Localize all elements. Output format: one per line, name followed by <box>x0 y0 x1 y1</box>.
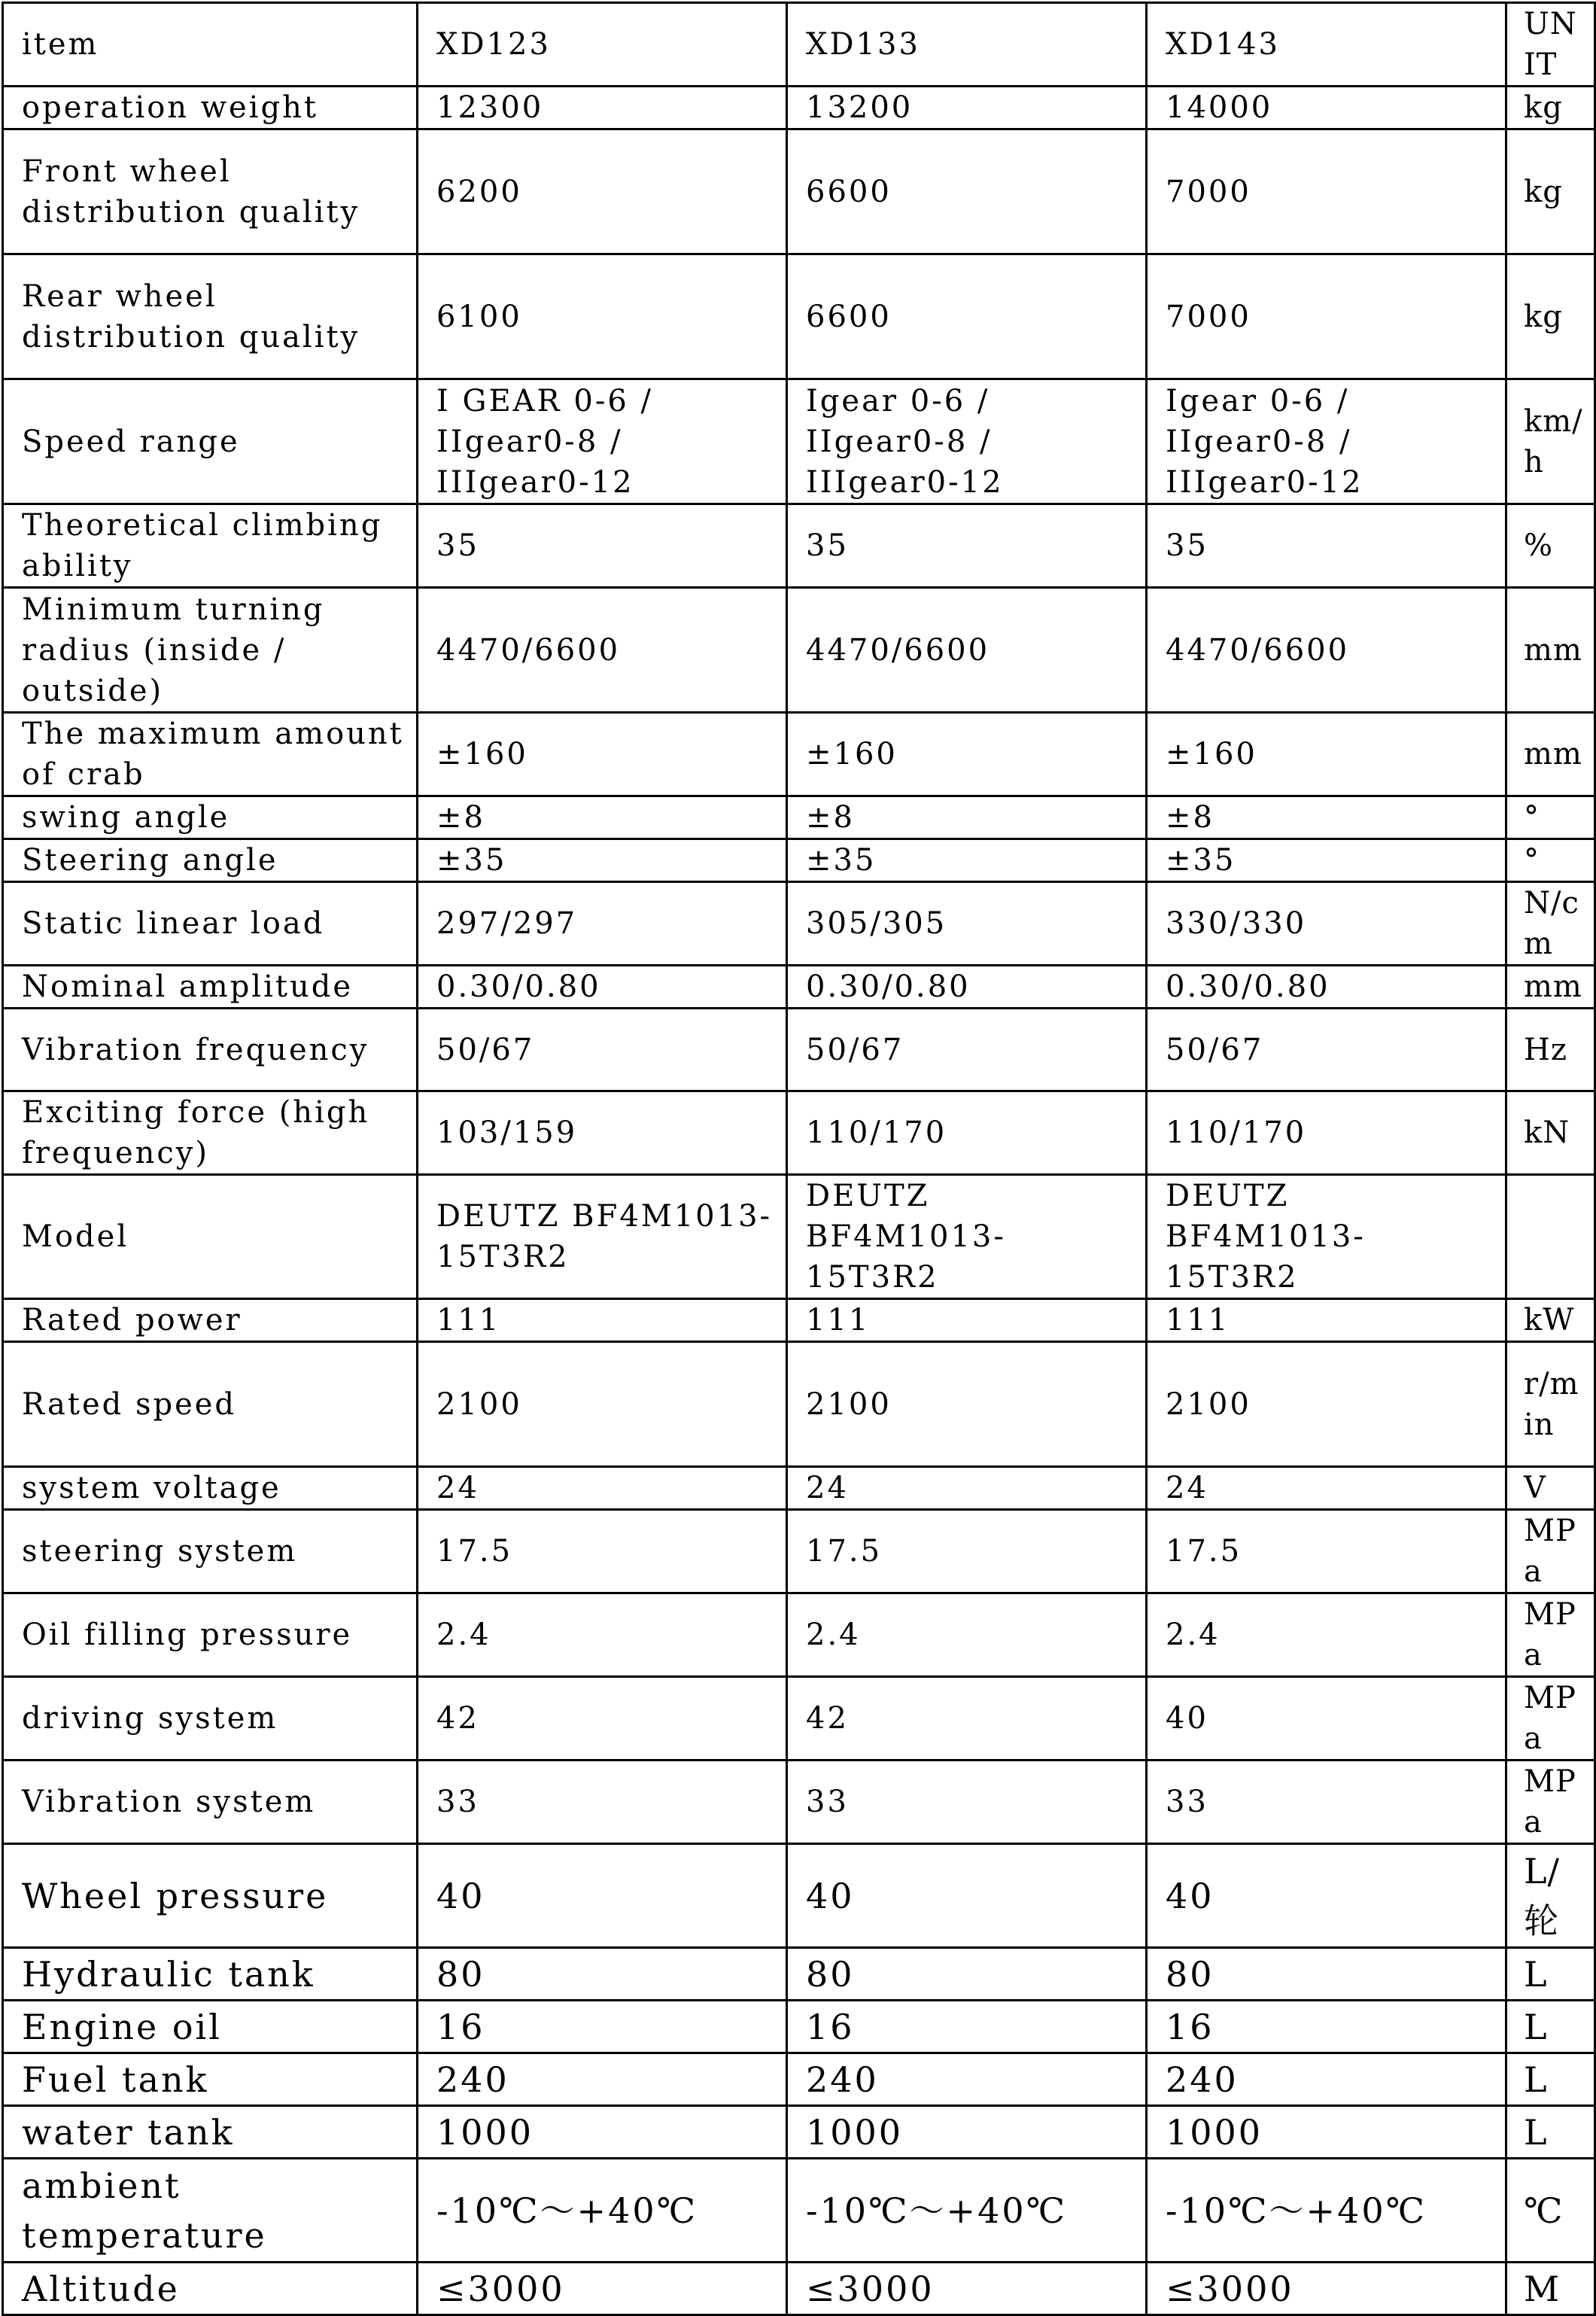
row-xd123: -10℃～+40℃ <box>418 2159 787 2263</box>
table-row <box>3 839 1595 882</box>
row-xd143: 330/330 <box>1147 882 1506 966</box>
table-row <box>3 129 1595 254</box>
row-item: operation weight <box>3 87 418 129</box>
row-item: system voltage <box>3 1467 418 1510</box>
header-unit: UNIT <box>1506 3 1595 87</box>
row-xd133: 35 <box>787 504 1147 588</box>
table-row <box>3 1342 1595 1467</box>
row-xd133: 6600 <box>787 254 1147 379</box>
row-unit: r/min <box>1506 1342 1595 1467</box>
row-xd143: 7000 <box>1147 129 1506 254</box>
row-xd123: 40 <box>418 1844 787 1948</box>
header-item: item <box>3 3 418 87</box>
row-xd133: 50/67 <box>787 1009 1147 1091</box>
row-xd123: 240 <box>418 2053 787 2106</box>
row-unit: kg <box>1506 129 1595 254</box>
table-row <box>3 1948 1595 2001</box>
row-xd133: 0.30/0.80 <box>787 966 1147 1009</box>
row-xd133: 42 <box>787 1677 1147 1761</box>
table-row <box>3 379 1595 504</box>
table-row <box>3 1299 1595 1342</box>
row-xd143: 2.4 <box>1147 1593 1506 1677</box>
table-row <box>3 2001 1595 2053</box>
row-xd133: Igear 0-6 / IIgear0-8 / IIIgear0-12 <box>787 379 1147 504</box>
row-xd133: ±35 <box>787 839 1147 882</box>
row-item: Steering angle <box>3 839 418 882</box>
row-xd123: 50/67 <box>418 1009 787 1091</box>
row-xd143: 240 <box>1147 2053 1506 2106</box>
row-xd143: 50/67 <box>1147 1009 1506 1091</box>
row-xd123: ≤3000 <box>418 2263 787 2315</box>
row-xd143: 7000 <box>1147 254 1506 379</box>
row-xd123: ±8 <box>418 796 787 839</box>
row-item: The maximum amount of crab <box>3 713 418 796</box>
row-xd143: 14000 <box>1147 87 1506 129</box>
row-unit <box>1506 1175 1595 1299</box>
row-unit: L <box>1506 2053 1595 2106</box>
row-unit: L <box>1506 2106 1595 2159</box>
row-xd143: 24 <box>1147 1467 1506 1510</box>
row-item: ambient temperature <box>3 2159 418 2263</box>
table-row <box>3 2106 1595 2159</box>
row-xd133: -10℃～+40℃ <box>787 2159 1147 2263</box>
table-row <box>3 1091 1595 1175</box>
row-unit: N/cm <box>1506 882 1595 966</box>
row-unit: mm <box>1506 966 1595 1009</box>
row-item: Fuel tank <box>3 2053 418 2106</box>
row-unit: M <box>1506 2263 1595 2315</box>
row-xd143: 1000 <box>1147 2106 1506 2159</box>
row-xd133: 2.4 <box>787 1593 1147 1677</box>
row-xd123: 4470/6600 <box>418 588 787 713</box>
row-unit: ℃ <box>1506 2159 1595 2263</box>
row-xd143: ±35 <box>1147 839 1506 882</box>
row-xd143: 4470/6600 <box>1147 588 1506 713</box>
row-xd123: ±160 <box>418 713 787 796</box>
row-item: Vibration frequency <box>3 1009 418 1091</box>
row-item: water tank <box>3 2106 418 2159</box>
row-unit: L/轮 <box>1506 1844 1595 1948</box>
row-xd143: 110/170 <box>1147 1091 1506 1175</box>
header-xd143: XD143 <box>1147 3 1506 87</box>
row-item: Engine oil <box>3 2001 418 2053</box>
table-row <box>3 2053 1595 2106</box>
row-unit: MPa <box>1506 1761 1595 1844</box>
row-xd133: 13200 <box>787 87 1147 129</box>
row-xd123: DEUTZ BF4M1013-15T3R2 <box>418 1175 787 1299</box>
row-item: Rear wheel distribution quality <box>3 254 418 379</box>
row-xd143: Igear 0-6 / IIgear0-8 / IIIgear0-12 <box>1147 379 1506 504</box>
row-unit: mm <box>1506 713 1595 796</box>
row-item: Speed range <box>3 379 418 504</box>
row-xd123: 0.30/0.80 <box>418 966 787 1009</box>
header-xd133: XD133 <box>787 3 1147 87</box>
row-xd133: ≤3000 <box>787 2263 1147 2315</box>
table-row <box>3 1761 1595 1844</box>
row-unit: km/h <box>1506 379 1595 504</box>
row-xd133: 33 <box>787 1761 1147 1844</box>
row-xd123: I GEAR 0-6 / IIgear0-8 / IIIgear0-12 <box>418 379 787 504</box>
row-xd123: 33 <box>418 1761 787 1844</box>
row-xd143: 35 <box>1147 504 1506 588</box>
row-item: Rated speed <box>3 1342 418 1467</box>
row-unit: kN <box>1506 1091 1595 1175</box>
row-item: swing angle <box>3 796 418 839</box>
row-xd123: 111 <box>418 1299 787 1342</box>
row-xd133: 111 <box>787 1299 1147 1342</box>
row-xd123: 42 <box>418 1677 787 1761</box>
row-xd133: 305/305 <box>787 882 1147 966</box>
row-item: Exciting force (high frequency) <box>3 1091 418 1175</box>
row-item: Theoretical climbing ability <box>3 504 418 588</box>
row-xd143: 80 <box>1147 1948 1506 2001</box>
row-xd133: 110/170 <box>787 1091 1147 1175</box>
table-row <box>3 966 1595 1009</box>
row-xd123: 297/297 <box>418 882 787 966</box>
row-xd133: 16 <box>787 2001 1147 2053</box>
row-item: Hydraulic tank <box>3 1948 418 2001</box>
row-xd123: 103/159 <box>418 1091 787 1175</box>
row-xd143: ±8 <box>1147 796 1506 839</box>
row-unit: V <box>1506 1467 1595 1510</box>
row-xd143: 17.5 <box>1147 1510 1506 1593</box>
row-xd123: 80 <box>418 1948 787 2001</box>
row-xd143: 111 <box>1147 1299 1506 1342</box>
row-unit: kg <box>1506 254 1595 379</box>
row-xd133: 24 <box>787 1467 1147 1510</box>
table-row <box>3 1844 1595 1948</box>
row-xd133: 6600 <box>787 129 1147 254</box>
row-item: driving system <box>3 1677 418 1761</box>
row-item: Altitude <box>3 2263 418 2315</box>
row-xd143: -10℃～+40℃ <box>1147 2159 1506 2263</box>
row-item: Model <box>3 1175 418 1299</box>
table-row <box>3 504 1595 588</box>
table-row <box>3 1467 1595 1510</box>
row-xd133: 2100 <box>787 1342 1147 1467</box>
table-row <box>3 1009 1595 1091</box>
row-item: Nominal amplitude <box>3 966 418 1009</box>
row-item: Rated power <box>3 1299 418 1342</box>
row-xd133: 240 <box>787 2053 1147 2106</box>
table-row <box>3 713 1595 796</box>
table-row <box>3 588 1595 713</box>
row-unit: MPa <box>1506 1593 1595 1677</box>
row-xd143: 2100 <box>1147 1342 1506 1467</box>
row-item: Vibration system <box>3 1761 418 1844</box>
row-xd123: 1000 <box>418 2106 787 2159</box>
row-item: Wheel pressure <box>3 1844 418 1948</box>
row-unit: MPa <box>1506 1677 1595 1761</box>
header-row <box>3 3 1595 87</box>
row-item: Static linear load <box>3 882 418 966</box>
row-xd123: 35 <box>418 504 787 588</box>
row-xd123: ±35 <box>418 839 787 882</box>
row-xd133: ±160 <box>787 713 1147 796</box>
table-row <box>3 796 1595 839</box>
row-item: Minimum turning radius (inside / outside) <box>3 588 418 713</box>
row-xd133: 40 <box>787 1844 1147 1948</box>
row-xd143: 40 <box>1147 1844 1506 1948</box>
row-xd143: ±160 <box>1147 713 1506 796</box>
row-xd143: DEUTZ BF4M1013-15T3R2 <box>1147 1175 1506 1299</box>
row-xd123: 24 <box>418 1467 787 1510</box>
row-unit: L <box>1506 1948 1595 2001</box>
table-row <box>3 1175 1595 1299</box>
table-row <box>3 254 1595 379</box>
table-row <box>3 2263 1595 2315</box>
row-unit: MPa <box>1506 1510 1595 1593</box>
row-xd133: ±8 <box>787 796 1147 839</box>
row-xd133: 1000 <box>787 2106 1147 2159</box>
row-unit: L <box>1506 2001 1595 2053</box>
table-row <box>3 87 1595 129</box>
row-unit: % <box>1506 504 1595 588</box>
row-xd133: 4470/6600 <box>787 588 1147 713</box>
row-xd123: 6100 <box>418 254 787 379</box>
row-unit: kW <box>1506 1299 1595 1342</box>
row-item: Front wheel distribution quality <box>3 129 418 254</box>
row-xd133: 17.5 <box>787 1510 1147 1593</box>
row-xd143: 33 <box>1147 1761 1506 1844</box>
table-row <box>3 1677 1595 1761</box>
row-xd133: DEUTZ BF4M1013-15T3R2 <box>787 1175 1147 1299</box>
row-xd133: 80 <box>787 1948 1147 2001</box>
row-xd123: 16 <box>418 2001 787 2053</box>
row-unit: Hz <box>1506 1009 1595 1091</box>
row-xd123: 17.5 <box>418 1510 787 1593</box>
table-row <box>3 882 1595 966</box>
row-xd143: 0.30/0.80 <box>1147 966 1506 1009</box>
table-row <box>3 2159 1595 2263</box>
row-xd143: 16 <box>1147 2001 1506 2053</box>
row-unit: kg <box>1506 87 1595 129</box>
row-unit: mm <box>1506 588 1595 713</box>
row-xd143: 40 <box>1147 1677 1506 1761</box>
row-xd123: 6200 <box>418 129 787 254</box>
spec-table <box>2 2 1596 2316</box>
row-xd123: 12300 <box>418 87 787 129</box>
table-row <box>3 1510 1595 1593</box>
row-xd123: 2.4 <box>418 1593 787 1677</box>
row-item: Oil filling pressure <box>3 1593 418 1677</box>
row-xd143: ≤3000 <box>1147 2263 1506 2315</box>
row-unit: ° <box>1506 839 1595 882</box>
row-xd123: 2100 <box>418 1342 787 1467</box>
header-xd123: XD123 <box>418 3 787 87</box>
table-row <box>3 1593 1595 1677</box>
row-item: steering system <box>3 1510 418 1593</box>
row-unit: ° <box>1506 796 1595 839</box>
